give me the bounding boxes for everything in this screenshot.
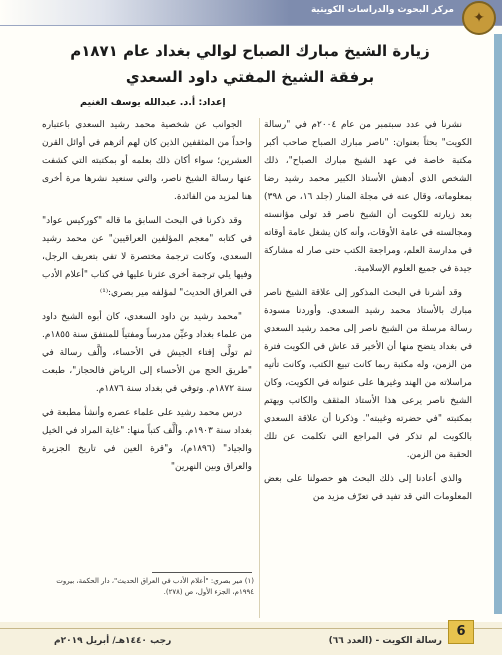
footnote-divider xyxy=(152,572,252,573)
footnote: (١) مير بصري: "أعلام الأدب في العراق الحديث"، دار الحكمة، بيروت ١٩٩٤م، الجزء الأول، ص (٢٧٨). xyxy=(56,577,254,596)
article-title xyxy=(40,38,460,90)
title-line-2: برفقة الشيخ المفتي داود السعدي xyxy=(125,68,375,86)
paragraph: والذي أعادنا إلى ذلك البحث هو حصولنا على بعض المعلومات التي قد تفيد في تعرّف مزيد من xyxy=(264,474,472,502)
footer-line xyxy=(0,628,502,629)
paragraph: نشرنا في عدد سبتمبر من عام ٢٠٠٤م في "رسالة الكويت" بحثاً بعنوان: "ناصر مبارك الصباح صاحب أكبر مكتبة خاصة في عهد الشيخ مبارك الصباح"، ذلك الشخص الذي أدهش الأستاذ الكبير محمد رشيد رضا بمعلوماته، وقال عنه في مجلة المنار (جلد ١٦، ص ٣٩٨) بعد زيارته للكويت أن الشيخ ناصر قد تولى مؤانسته ومجالسته في عامة الأوقات، وأنه كان يشغل عامة أوقاته في مدارسة العلم، ومراجعة الكتب حتى صار له مشاركة جيدة في جميع العلوم الإسلامية. xyxy=(264,120,472,274)
paragraph: وقد أشرنا في البحث المذكور إلى علاقة الشيخ ناصر مبارك بالأستاذ محمد رشيد السعدي. وأوردنا مسودة رسالة مرسلة من الشيخ ناصر إلى محمد رشيد السعدي في بغداد يتضح منها أن الأخير قد عاش في الكويت فترة من الزمن، وله مكتبة ربما كانت تبيع الكتب، وكانت تأتيه مراسلاته من الهند وغيرها على عنوانه في الكويت، وكان الشيخ ناصر يرعى هذا الأستاذ المثقف والكاتب ويهتم بمكتبته "في حضرته وغيبته". وذكرنا أن علاقة السعدي بالكويت لم تذكر في المراجع التي تكلمت عن تلك الحقبة من الزمن. xyxy=(264,288,472,460)
header-fade xyxy=(0,0,290,25)
page-number: 6 xyxy=(448,620,474,644)
paragraph: درس محمد رشيد على علماء عصره وأنشأ مطبعة في بغداد سنة ١٩٠٣م. وألَّف كتباً منها: "غاية المراد في الخيل والجياد" (١٨٩٦م)، و"قرة العين في تاريخ الجزيرة والعراق وبين النهرين" xyxy=(42,408,252,472)
side-spine xyxy=(494,34,502,614)
paragraph: الجوانب عن شخصية محمد رشيد السعدي باعتباره واحداً من المثقفين الذين كان لهم أثرهم في أوائل القرن العشرين؛ سواء أكان ذلك بعلمه أو بمكتبته التي كشفت عنها رسالة الشيخ ناصر، والتي سنعيد نشرها مرة أخرى هنا لمزيد من الفائدة. xyxy=(42,120,252,202)
center-logo-icon: ✦ xyxy=(462,1,496,35)
column-divider xyxy=(259,118,260,618)
title-line-1: زيارة الشيخ مبارك الصباح لوالي بغداد عام ١٨٧١م xyxy=(70,42,430,60)
issue-label: رسالة الكويت - (العدد ٦٦) xyxy=(328,636,442,646)
author-byline: إعداد: أ.د. عبدالله يوسف الغنيم xyxy=(80,97,226,108)
paragraph: وقد ذكرنا في البحث السابق ما قاله "كوركيس عواد" في كتابه "معجم المؤلفين العراقيين" عن محمد رشيد السعدي، وكانت ترجمة مختصرة لا تفي بتعريف الرجل، وفيها يلي ترجمة أخرى عثرنا عليها في كتاب "أعلام الأدب في العراق الحديث" لمؤلفه مير بصري:⁽¹⁾ xyxy=(42,216,252,298)
issue-date: رجب ١٤٤٠هـ/ أبريل ٢٠١٩م xyxy=(54,636,172,646)
paragraph: "محمد رشيد بن داود السعدي، كان أبوه الشيخ داود من علماء بغداد وعيِّن مدرساً ومفتياً للمنتفق سنة ١٨٥٥م. ثم تولَّى إفتاء الجيش في الأحساء، وألَّف رسالة في "طريق الحج من الأحساء إلى الرياض فالحجاز"، طبعت سنة ١٨٧٢م. وتوفي في بغداد سنة ١٨٧٦م. xyxy=(42,312,252,394)
right-column xyxy=(264,116,472,616)
center-name: مركز البحوث والدراسات الكويتية xyxy=(310,5,454,15)
left-column xyxy=(42,116,252,566)
